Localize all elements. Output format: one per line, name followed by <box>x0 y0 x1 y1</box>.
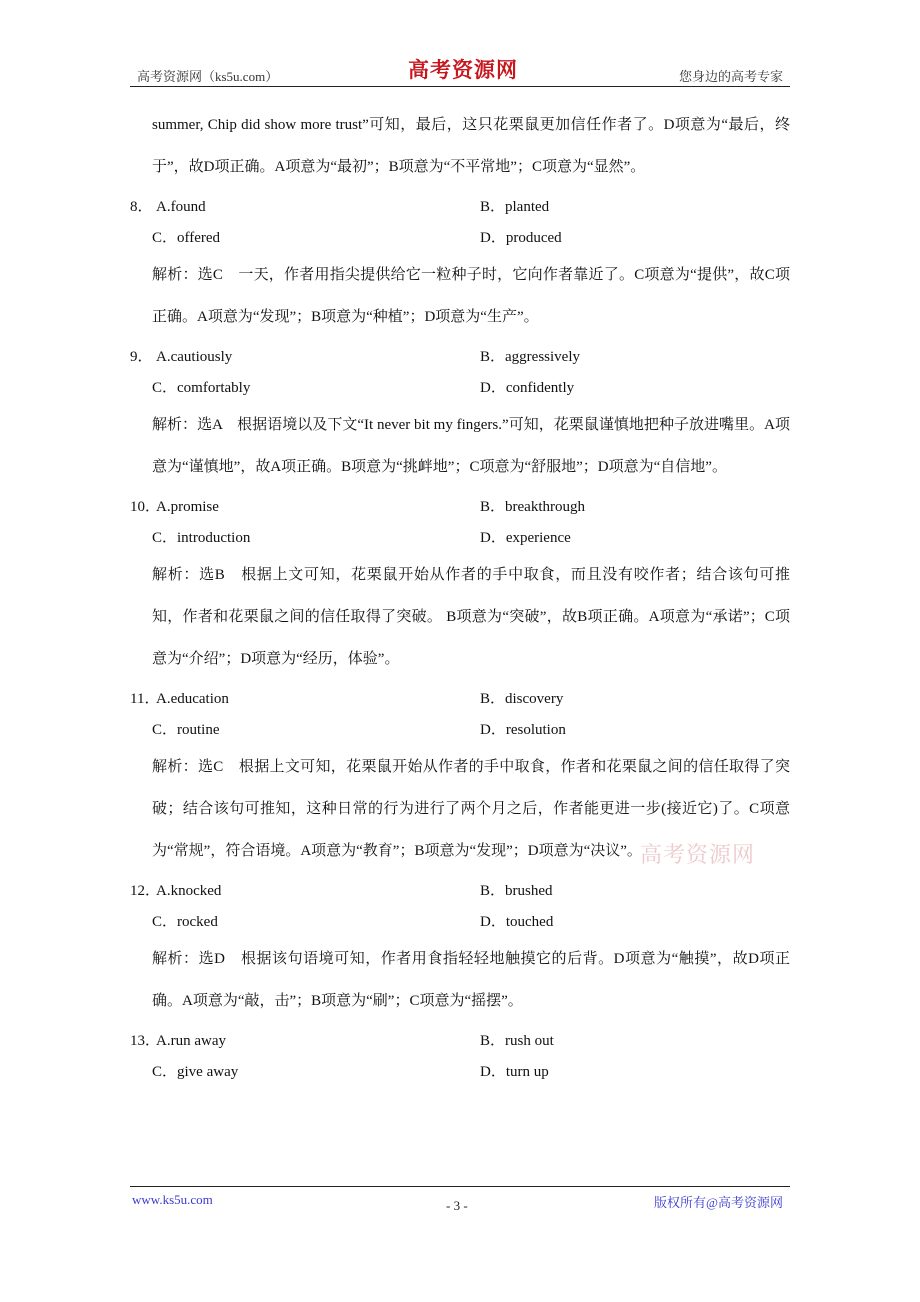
option-a: A.education <box>156 691 229 707</box>
option-b: B．aggressively <box>480 349 580 365</box>
option-a: A.cautiously <box>156 349 233 365</box>
option-a: A.knocked <box>156 883 222 899</box>
explanation-10: 解析：选B 根据上文可知，花栗鼠开始从作者的手中取食，而且没有咬作者；结合该句可推知，作者和花栗鼠之间的信任取得了突破。 B项意为“突破”，故B项正确。A项意为“承诺”；C项意为“介绍”；D项意为“经历，体验”。 <box>152 567 790 667</box>
question-10-row2 <box>130 523 790 554</box>
option-d: D．turn up <box>480 1064 549 1080</box>
question-12-row2 <box>130 907 790 938</box>
header-divider <box>130 86 790 87</box>
footer-divider <box>130 1186 790 1187</box>
question-number: 12． <box>130 883 161 899</box>
document-body <box>130 104 790 1088</box>
question-number: 8． <box>130 199 153 215</box>
option-c: C．introduction <box>152 530 251 546</box>
option-d: D．experience <box>480 530 571 546</box>
option-c: C．rocked <box>152 914 218 930</box>
question-number: 9． <box>130 349 153 365</box>
question-number: 10． <box>130 499 161 515</box>
option-d: D．produced <box>480 230 562 246</box>
option-b: B．brushed <box>480 883 553 899</box>
question-number: 11． <box>130 691 160 707</box>
explanation-12: 解析：选D 根据该句语境可知，作者用食指轻轻地触摸它的后背。D项意为“触摸”，故D项正确。A项意为“敲，击”；B项意为“刷”；C项意为“摇摆”。 <box>152 951 790 1009</box>
question-9 <box>130 342 790 373</box>
footer-site-link[interactable]: www.ks5u.com <box>132 1192 213 1207</box>
question-11-row2 <box>130 715 790 746</box>
option-c: C．routine <box>152 722 220 738</box>
option-b: B．planted <box>480 199 550 215</box>
explanation-8: 解析：选C 一天，作者用指尖提供给它一粒种子时，它向作者靠近了。C项意为“提供”，故C项正确。A项意为“发现”；B项意为“种植”；D项意为“生产”。 <box>152 267 790 325</box>
footer-copyright: 版权所有@高考资源网 <box>654 1195 783 1210</box>
explanation-11: 解析：选C 根据上文可知，花栗鼠开始从作者的手中取食，作者和花栗鼠之间的信任取得了突破；结合该句可推知，这种日常的行为进行了两个月之后，作者能更进一步(接近它)了。C项意为“常规”，符合语境。A项意为“教育”；B项意为“发现”；D项意为“决议”。 <box>152 759 790 859</box>
question-12 <box>130 876 790 907</box>
explanation-9: 解析：选A 根据语境以及下文“It never bit my fingers.”可知，花栗鼠谨慎地把种子放进嘴里。A项意为“谨慎地”，故A项正确。B项意为“挑衅地”；C项意为“舒服地”；D项意为“自信地”。 <box>152 417 790 475</box>
option-c: C．give away <box>152 1064 239 1080</box>
question-10 <box>130 492 790 523</box>
option-a: A.promise <box>156 499 219 515</box>
question-8-row2 <box>130 223 790 254</box>
option-a: A.found <box>156 199 206 215</box>
option-d: D．touched <box>480 914 554 930</box>
page-number: - 3 - <box>446 1198 468 1213</box>
option-c: C．comfortably <box>152 380 251 396</box>
option-d: D．resolution <box>480 722 566 738</box>
question-13 <box>130 1026 790 1057</box>
question-11 <box>130 684 790 715</box>
option-b: B．rush out <box>480 1033 554 1049</box>
option-c: C．offered <box>152 230 221 246</box>
option-b: B．breakthrough <box>480 499 585 515</box>
watermark: 高考资源网 <box>640 842 756 867</box>
header-logo: 高考资源网 <box>408 58 518 82</box>
question-9-row2 <box>130 373 790 404</box>
question-number: 13． <box>130 1033 161 1049</box>
question-8 <box>130 192 790 223</box>
option-a: A.run away <box>156 1033 226 1049</box>
question-13-row2 <box>130 1057 790 1088</box>
option-d: D．confidently <box>480 380 575 396</box>
intro-paragraph: summer, Chip did show more trust”可知，最后，这只花栗鼠更加信任作者了。D项意为“最后，终于”，故D项正确。A项意为“最初”；B项意为“不平常地”；C项意为“显然”。 <box>152 117 790 175</box>
header-site-name: 高考资源网（ks5u.com） <box>137 69 279 84</box>
option-b: B．discovery <box>480 691 564 707</box>
header-slogan: 您身边的高考专家 <box>678 69 783 84</box>
